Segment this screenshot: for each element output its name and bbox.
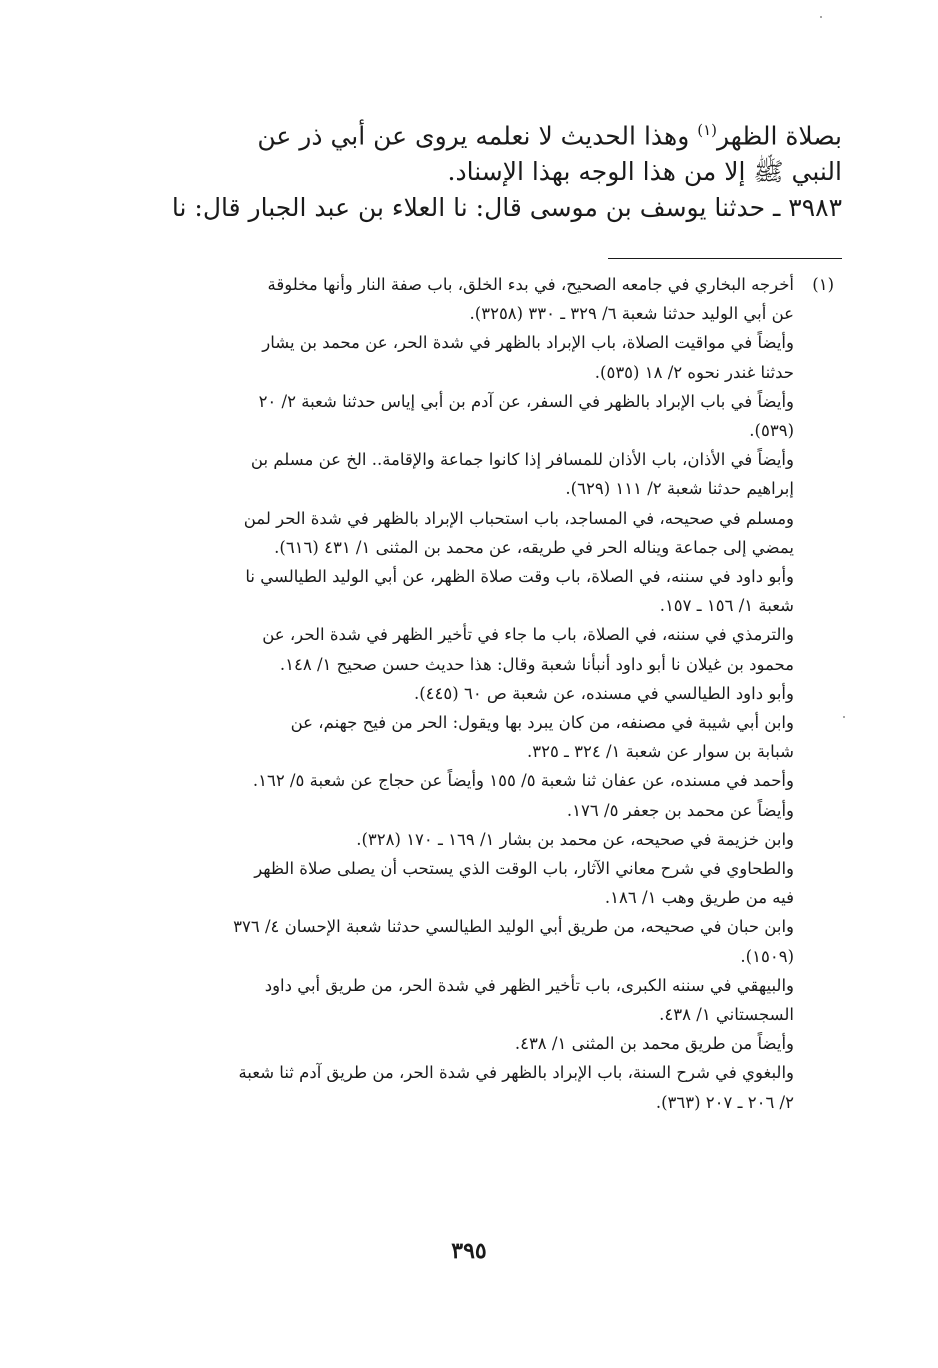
footnote-line: عن أبي الوليد حدثنا شعبة ٦/ ٣٢٩ ـ ٣٣٠ (٣٢٥٨).	[469, 304, 794, 324]
scan-speck	[843, 716, 845, 718]
footnote-line: السجستاني ١/ ٤٣٨.	[659, 1005, 794, 1025]
footnote-line: حدثنا غندر نحوه ٢/ ١٨ (٥٣٥).	[594, 362, 794, 382]
footnote-line: شعبة ١/ ١٥٦ ـ ١٥٧.	[659, 596, 794, 616]
footnote-line: شبابة بن سوار عن شعبة ١/ ٣٢٤ ـ ٣٢٥.	[526, 742, 794, 762]
footnote-marker: (١)	[812, 275, 834, 294]
footnotes	[126, 270, 834, 1117]
footnote-line: وأيضاً من طريق محمد بن المثنى ١/ ٤٣٨.	[514, 1034, 794, 1054]
footnote-line: ٢/ ٢٠٦ ـ ٢٠٧ (٣٦٣).	[655, 1092, 794, 1112]
footnote-line: محمود بن غيلان نا أبو داود أنبأنا شعبة وقال: هذا حديث حسن صحيح ١/ ١٤٨.	[279, 654, 794, 674]
main-text-line-1	[130, 112, 842, 154]
footnote-line: (١)أخرجه البخاري في جامعه الصحيح، في بدء الخلق، باب صفة النار وأنها مخلوقة	[126, 270, 834, 299]
main-text-line-2: النبي ﷺ إلا من هذا الوجه بهذا الإسناد.	[447, 157, 842, 187]
footnote-line: (٥٣٩).	[749, 421, 794, 441]
main-text-line-3: ٣٩٨٣ ـ حدثنا يوسف بن موسى قال: نا العلاء بن عبد الجبار قال: نا	[171, 193, 842, 223]
footnote-line: وأيضاً عن محمد بن جعفر ٥/ ١٧٦.	[566, 800, 794, 820]
footnote-line: فيه من طريق وهب ١/ ١٨٦.	[604, 888, 794, 908]
footnote-line: وابن خزيمة في صحيحه، عن محمد بن بشار ١/ ١٦٩ ـ ١٧٠ (٣٢٨).	[356, 829, 794, 849]
footnote-line: وأبو داود في سننه، في الصلاة، باب وقت صلاة الظهر، عن أبي الوليد الطيالسي نا	[245, 567, 794, 587]
footnote-line: وابن حبان في صحيحه، من طريق أبي الوليد الطيالسي حدثنا شعبة الإحسان ٤/ ٣٧٦	[233, 917, 794, 937]
main-text-line-1-end: وهذا الحديث لا نعلمه يروى عن أبي ذر عن	[257, 121, 698, 151]
page-number: ٣٩٥	[451, 1238, 487, 1264]
footnote-line: والبيهقي في سننه الكبرى، باب تأخير الظهر في شدة الحر، من طريق أبي داود	[264, 975, 794, 995]
main-text-line-1-start: بصلاة الظهر	[717, 121, 842, 151]
footnote-line: وأيضاً في مواقيت الصلاة، باب الإبراد بالظهر في شدة الحر، عن محمد بن يشار	[262, 333, 794, 353]
footnote-line: وأحمد في مسنده، عن عفان ثنا شعبة ٥/ ١٥٥ وأيضاً عن حجاج عن شعبة ٥/ ١٦٢.	[252, 771, 794, 791]
footnote-line: والطحاوي في شرح معاني الآثار، باب الوقت الذي يستحب أن يصلى صلاة الظهر	[254, 859, 794, 879]
footnote-line: وأبو داود الطيالسي في مسنده، عن شعبة ص ٦٠ (٤٤٥).	[413, 683, 794, 703]
footnote-line: (١٥٠٩).	[740, 946, 794, 966]
footnote-line: وأيضاً في الأذان، باب الأذان للمسافر إذا كانوا جماعة والإقامة.. الخ عن مسلم بن	[250, 450, 794, 470]
footnote-line: والترمذي في سننه، في الصلاة، باب ما جاء في تأخير الظهر في شدة الحر، عن	[262, 625, 794, 645]
footnote-line: يمضي إلى جماعة ويناله الحر في طريقه، عن محمد بن المثنى ١/ ٤٣١ (٦١٦).	[274, 537, 794, 557]
footnote-line: ومسلم في صحيحه، في المساجد، باب استحباب الإبراد بالظهر في شدة الحر لمن	[243, 508, 794, 528]
footnote-line: إبراهيم حدثنا شعبة ٢/ ١١١ (٦٢٩).	[565, 479, 794, 499]
footnote-separator	[608, 258, 842, 259]
footnote-reference: (١)	[697, 121, 717, 139]
scan-speck	[820, 16, 822, 18]
main-text	[130, 112, 842, 226]
footnote-line: وابن أبي شيبة في مصنفه، من كان يبرد بها ويقول: الحر من فيح جهنم، عن	[290, 713, 794, 733]
footnote-line: وأيضاً في باب الإبراد بالظهر في السفر، عن آدم بن أبي إياس حدثنا شعبة ٢/ ٢٠	[258, 391, 794, 411]
footnote-line: والبغوي في شرح السنة، باب الإبراد بالظهر في شدة الحر، من طريق آدم ثنا شعبة	[238, 1063, 794, 1083]
